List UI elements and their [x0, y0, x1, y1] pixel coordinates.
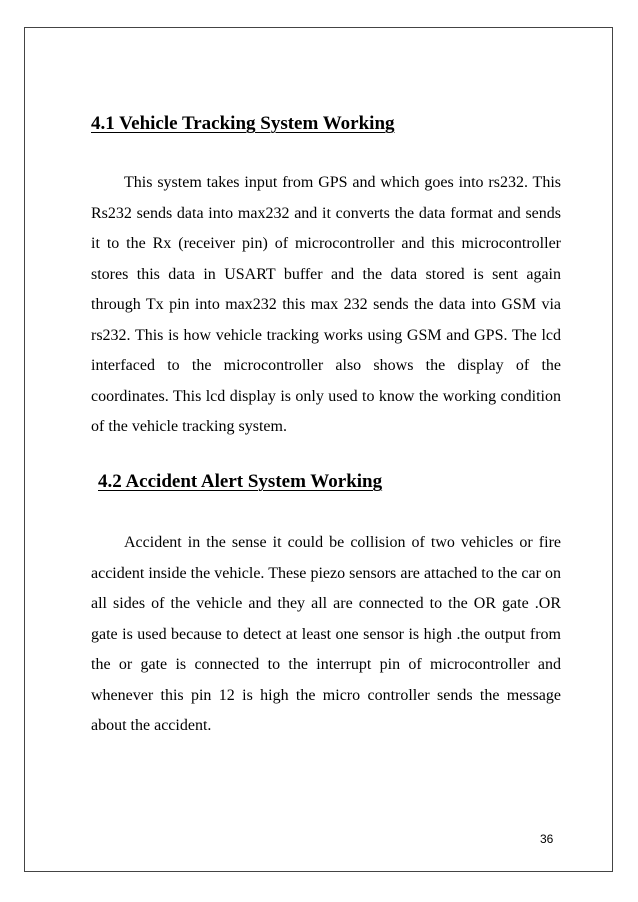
- section-heading-accident-alert: 4.2 Accident Alert System Working: [98, 471, 383, 492]
- section-body-vehicle-tracking: This system takes input from GPS and which goes into rs232. This Rs232 sends data into max232 and it converts the data format and sends it to the Rx (receiver pin) of microcontroller and this microcontroller stores this data in USART buffer and the data stored is sent again through Tx pin into max232 this max 232 sends the data into GSM via rs232. This is how vehicle tracking works using GSM and GPS. The lcd interfaced to the microcontroller also shows the display of the coordinates. This lcd display is only used to know the working condition of the vehicle tracking system.: [91, 174, 561, 435]
- section-body-accident-alert: Accident in the sense it could be collision of two vehicles or fire accident inside the vehicle. These piezo sensors are attached to the car on all sides of the vehicle and they all are connected to the OR gate .OR gate is used because to detect at least one sensor is high .the output from the or gate is connected to the interrupt pin of microcontroller and whenever this pin 12 is high the micro controller sends the message about the accident.: [91, 534, 561, 734]
- page-number: 36: [540, 832, 554, 846]
- section-heading-vehicle-tracking: 4.1 Vehicle Tracking System Working: [91, 113, 395, 134]
- page-border: [24, 27, 613, 872]
